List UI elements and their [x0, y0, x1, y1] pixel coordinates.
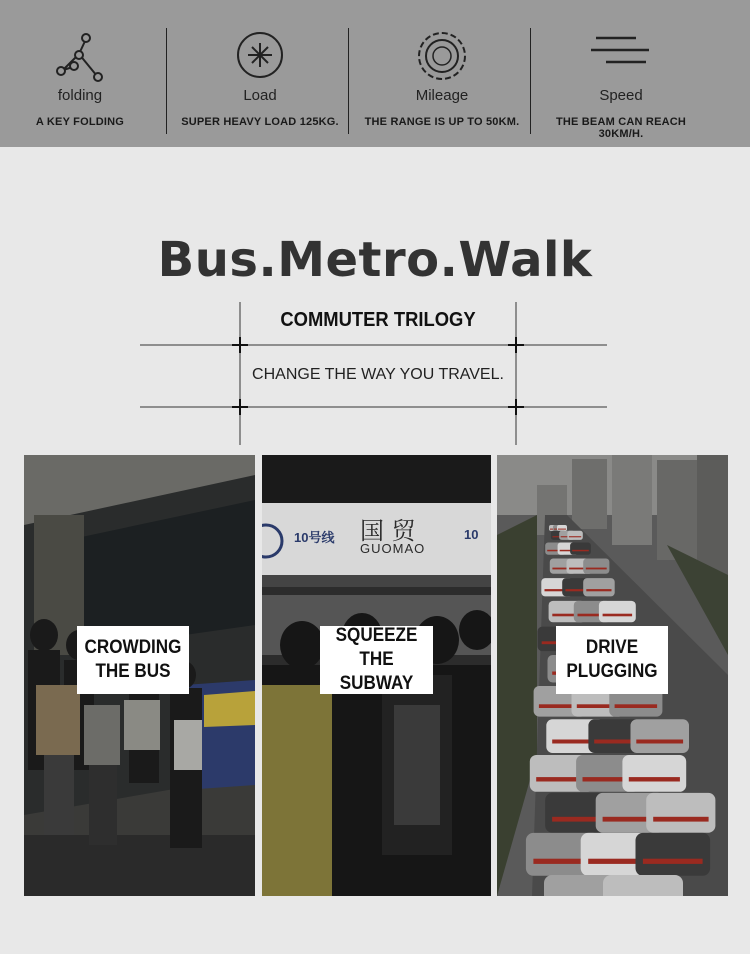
panel-label-line: SQUEEZE THE [335, 625, 418, 670]
car-shape [622, 755, 686, 792]
subtitle: COMMUTER TRILOGY [280, 309, 476, 331]
panel-label-line: THE BUS [95, 661, 171, 682]
feature-name: Load [243, 87, 277, 104]
panel-label [320, 626, 433, 694]
subway-sign-pinyin: GUOMAO [360, 541, 426, 556]
car-taillight [643, 859, 703, 864]
page-title: Bus.Metro.Walk [157, 232, 593, 288]
subway-sign-code-left: 10号线 [294, 530, 335, 545]
panel-label-line: DRIVE [585, 637, 639, 658]
car-shape [603, 875, 683, 896]
car-taillight [615, 704, 658, 708]
next-section-edge [0, 940, 750, 954]
panel-label-line: SUBWAY [339, 673, 414, 694]
car-shape [567, 531, 582, 540]
feature-desc: THE RANGE IS UP TO 50KM. [364, 116, 520, 128]
car-shape [583, 578, 615, 596]
car-taillight [629, 777, 680, 781]
car-taillight [558, 529, 566, 530]
traffic-photo [497, 455, 728, 896]
car-taillight [653, 817, 708, 822]
feature-name: Speed [599, 87, 643, 104]
feature-name: Mileage [415, 87, 469, 104]
panel-label-line: CROWDING [84, 637, 182, 658]
car-shape [636, 833, 711, 876]
feature-desc: THE BEAM CAN REACH 30KM/H. [555, 116, 687, 140]
car-shape [557, 525, 567, 531]
subway-photo [262, 455, 491, 896]
tagline: CHANGE THE WAY YOU TRAVEL. [252, 366, 504, 383]
bus-photo [24, 455, 255, 896]
car-taillight [586, 568, 607, 570]
car-taillight [586, 589, 611, 591]
feature-desc: A KEY FOLDING [35, 116, 125, 128]
car-shape [631, 719, 690, 753]
feature-desc: SUPER HEAVY LOAD 125KG. [181, 116, 339, 128]
panel-label [556, 626, 668, 694]
car-shape [583, 559, 609, 574]
feature-name: folding [57, 87, 103, 104]
car-taillight [636, 740, 683, 744]
subway-sign-chinese: 国 贸 [360, 517, 416, 545]
car-shape [570, 543, 591, 555]
car-taillight [569, 536, 581, 537]
car-shape [646, 793, 715, 833]
panel-label [77, 626, 189, 694]
subway-sign-code-right: 10 [464, 527, 479, 542]
car-shape [599, 601, 636, 622]
car-taillight [572, 550, 589, 552]
car-taillight [603, 614, 633, 617]
panel-label-line: PLUGGING [566, 661, 658, 682]
